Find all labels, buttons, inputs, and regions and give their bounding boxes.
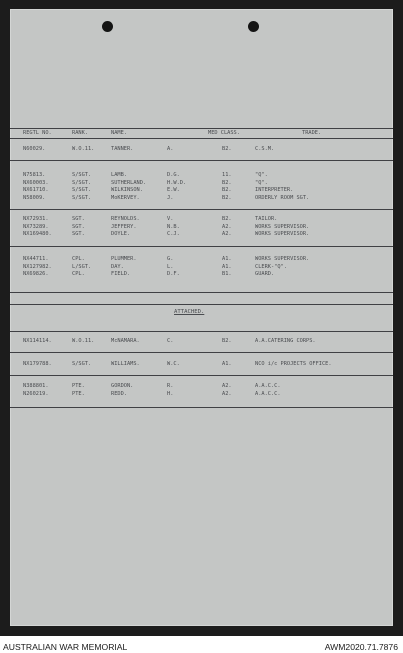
entry-medical-class: B2. xyxy=(222,194,232,201)
entry-trade: TAILOR. xyxy=(255,216,278,222)
entry-surname: LAMB. xyxy=(111,172,127,178)
punch-hole-left xyxy=(102,21,113,32)
entry-trade: A.A.CATERING CORPS. xyxy=(255,338,316,344)
entry-medical-class: B2. xyxy=(222,179,232,186)
entry-rank: S/SGT. xyxy=(72,361,92,367)
entry-surname: GORDON. xyxy=(111,383,134,389)
entry-rank: S/SGT. xyxy=(72,194,92,201)
entry-medical-class: A1. xyxy=(222,263,232,270)
entry-medical-class: A1. xyxy=(222,256,232,262)
entry-rank: SGT. xyxy=(72,216,85,222)
entry-medical-class: A1. xyxy=(222,361,232,367)
entry-trade: A.A.C.C. xyxy=(255,390,281,397)
entry-regimental-number: NX179788. xyxy=(23,361,52,367)
entry-regimental-number: NX73289. xyxy=(23,223,49,230)
entry-regimental-number: NX60003. xyxy=(23,179,49,186)
rule xyxy=(10,292,393,293)
entry-trade: INTERPRETER. xyxy=(255,187,294,194)
entry-medical-class: A2. xyxy=(222,383,232,389)
entry-regimental-number: N260219. xyxy=(23,390,49,397)
entry-medical-class: A2. xyxy=(222,390,232,397)
entry-initials: W.C. xyxy=(167,361,180,367)
entry-initials: D.G. xyxy=(167,172,180,178)
entry-surname: TANNER. xyxy=(111,146,134,152)
entry-surname: JEFFERY. xyxy=(111,223,137,230)
entry-rank: W.O.11. xyxy=(72,338,95,344)
footer-accession-number: AWM2020.71.7876 xyxy=(324,642,398,652)
entry-trade: "Q". xyxy=(255,179,268,186)
entry-medical-class: 11. xyxy=(222,172,232,178)
entry-regimental-number: NX169480. xyxy=(23,231,52,238)
entry-medical-class: B2. xyxy=(222,187,232,194)
rule xyxy=(10,138,393,139)
entry-trade: CLERK-"Q". xyxy=(255,263,287,270)
entry-initials: R. xyxy=(167,383,174,389)
entry-trade: ORDERLY ROOM SGT. xyxy=(255,194,310,201)
entry-rank: CPL. xyxy=(72,256,85,262)
entry-rank: S/SGT. xyxy=(72,179,92,186)
entry-trade: C.S.M. xyxy=(255,146,275,152)
entry-medical-class: B2. xyxy=(222,216,232,222)
entry-regimental-number: N75813. xyxy=(23,172,46,178)
rule xyxy=(10,128,393,129)
entry-surname: DOYLE. xyxy=(111,231,131,238)
entry-regimental-number: N58009. xyxy=(23,194,46,201)
entry-regimental-number: NX127982. xyxy=(23,263,52,270)
entry-surname: WILKINSON. xyxy=(111,187,143,194)
rule xyxy=(10,160,393,161)
entry-surname: WILLIAMS. xyxy=(111,361,140,367)
entry-regimental-number: NX69826. xyxy=(23,271,49,278)
entry-initials: H. xyxy=(167,390,174,397)
entry-rank: SGT. xyxy=(72,223,85,230)
entry-surname: McNAMARA. xyxy=(111,338,140,344)
entry-medical-class: B1. xyxy=(222,271,232,278)
rule xyxy=(10,331,393,332)
entry-trade: WORKS SUPERVISOR. xyxy=(255,223,310,230)
rule xyxy=(10,352,393,353)
entry-initials: L. xyxy=(167,263,174,270)
rule xyxy=(10,375,393,376)
entry-initials: H.W.D. xyxy=(167,179,187,186)
rule xyxy=(10,209,393,210)
entry-rank: PTE. xyxy=(72,383,85,389)
entry-trade: NCO i/c PROJECTS OFFICE. xyxy=(255,361,332,367)
entry-medical-class: B2. xyxy=(222,338,232,344)
entry-surname: REDD. xyxy=(111,390,127,397)
column-header-trade: TRADE. xyxy=(302,130,322,136)
entry-initials: J. xyxy=(167,194,174,201)
entry-surname: SUTHERLAND. xyxy=(111,179,147,186)
entry-trade: WORKS SUPERVISOR. xyxy=(255,231,310,238)
attached-heading: ATTACHED. xyxy=(174,309,205,315)
typed-nominal-roll-page xyxy=(10,9,393,626)
entry-surname: MoKERVEY. xyxy=(111,194,140,201)
entry-rank: SGT. xyxy=(72,231,85,238)
entry-trade: GUARD. xyxy=(255,271,275,278)
entry-initials: E.W. xyxy=(167,187,180,194)
entry-initials: G. xyxy=(167,256,174,262)
column-header-med-class: MED CLASS. xyxy=(208,130,240,136)
entry-medical-class: A2. xyxy=(222,231,232,238)
entry-surname: FIELD. xyxy=(111,271,131,278)
entry-regimental-number: NX72931. xyxy=(23,216,49,222)
entry-surname: DAY. xyxy=(111,263,124,270)
entry-rank: S/SGT. xyxy=(72,187,92,194)
footer-institution: AUSTRALIAN WAR MEMORIAL xyxy=(3,642,128,652)
entry-rank: PTE. xyxy=(72,390,85,397)
column-header-name: NAME. xyxy=(111,130,127,136)
entry-medical-class: B2. xyxy=(222,146,232,152)
entry-rank: CPL. xyxy=(72,271,85,278)
entry-initials: D.F. xyxy=(167,271,180,278)
entry-initials: V. xyxy=(167,216,174,222)
rule xyxy=(10,407,393,408)
entry-regimental-number: NX114114. xyxy=(23,338,52,344)
entry-surname: PLUMMER. xyxy=(111,256,137,262)
column-header-rank: RANK. xyxy=(72,130,88,136)
entry-initials: C.J. xyxy=(167,231,180,238)
entry-rank: W.O.11. xyxy=(72,146,95,152)
entry-trade: A.A.C.C. xyxy=(255,383,281,389)
entry-surname: REYNOLDS. xyxy=(111,216,140,222)
entry-initials: A. xyxy=(167,146,174,152)
rule xyxy=(10,304,393,305)
entry-initials: N.B. xyxy=(167,223,180,230)
entry-regimental-number: NX44711. xyxy=(23,256,49,262)
entry-trade: "Q". xyxy=(255,172,268,178)
column-header-regt-no: REGTL NO. xyxy=(23,130,52,136)
entry-rank: S/SGT. xyxy=(72,172,92,178)
entry-regimental-number: N60029. xyxy=(23,146,46,152)
punch-hole-right xyxy=(248,21,259,32)
rule xyxy=(10,246,393,247)
entry-rank: L/SGT. xyxy=(72,263,92,270)
entry-medical-class: A2. xyxy=(222,223,232,230)
entry-regimental-number: NX61710. xyxy=(23,187,49,194)
entry-initials: C. xyxy=(167,338,174,344)
entry-regimental-number: N388801. xyxy=(23,383,49,389)
entry-trade: WORKS SUPERVISOR. xyxy=(255,256,310,262)
